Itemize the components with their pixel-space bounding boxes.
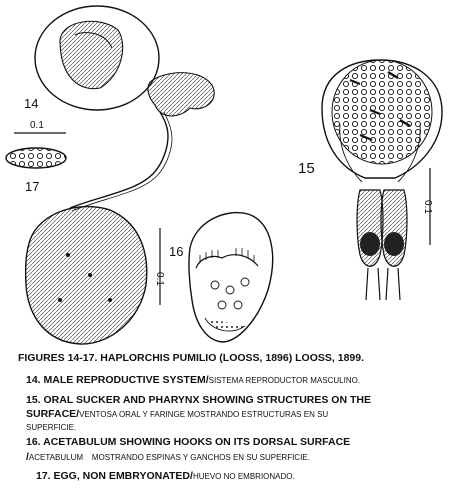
figure-14-label: 14 xyxy=(24,96,39,111)
caption-title-text: FIGURES 14-17. HAPLORCHIS PUMILIO (LOOSS, 1896) LOOSS, 1899. xyxy=(18,352,365,364)
item-15-spanish-c: SUPERFICIE. xyxy=(26,423,77,432)
item-15-spanish-b: VENTOSA ORAL Y FARINGE MOSTRANDO ESTRUCTURAS EN SU xyxy=(79,410,329,419)
item-17-english: 17. EGG, NON EMBRYONATED/ xyxy=(36,470,193,482)
caption-item-16-line-1 xyxy=(26,436,350,448)
item-16-english: 16. ACETABULUM SHOWING HOOKS ON ITS DORSAL SURFACE xyxy=(26,436,351,448)
scale-16-label: 0.1 xyxy=(154,272,165,286)
figure-16-acetabulum xyxy=(189,213,273,342)
caption-item-15-line-1 xyxy=(26,394,371,406)
item-15-english-b: SURFACE/ xyxy=(26,408,80,420)
caption-item-17 xyxy=(36,470,295,483)
figure-17-egg xyxy=(6,148,66,168)
item-17-spanish: HUEVO NO EMBRIONADO. xyxy=(192,472,295,481)
figure-15-oral-sucker-pharynx xyxy=(322,60,442,300)
item-14-spanish: SISTEMA REPRODUCTOR MASCULINO. xyxy=(208,376,361,385)
scale-14-label: 0.1 xyxy=(30,120,44,131)
figure-17-label: 17 xyxy=(25,179,40,194)
caption-item-14 xyxy=(26,374,360,387)
item-14-english: 14. MALE REPRODUCTIVE SYSTEM/ xyxy=(26,374,209,386)
item-16-separator: / xyxy=(26,451,29,463)
item-16-spanish: ACETABULUM MOSTRANDO ESPINAS Y GANCHOS EN SU SUPERFICIE. xyxy=(28,453,310,462)
caption-item-15-line-2 xyxy=(26,408,328,421)
caption-item-15-line-3 xyxy=(26,421,76,434)
item-15-english-a: 15. ORAL SUCKER AND PHARYNX SHOWING STRUCTURES ON THE xyxy=(26,394,371,406)
figure-14-male-reproductive-system xyxy=(26,6,215,344)
figure-15-label: 15 xyxy=(298,160,315,177)
scale-15-label: 0.1 xyxy=(422,200,433,214)
figure-16-label: 16 xyxy=(169,244,184,259)
caption-title xyxy=(18,352,364,364)
caption-item-16-line-2 xyxy=(26,451,310,464)
